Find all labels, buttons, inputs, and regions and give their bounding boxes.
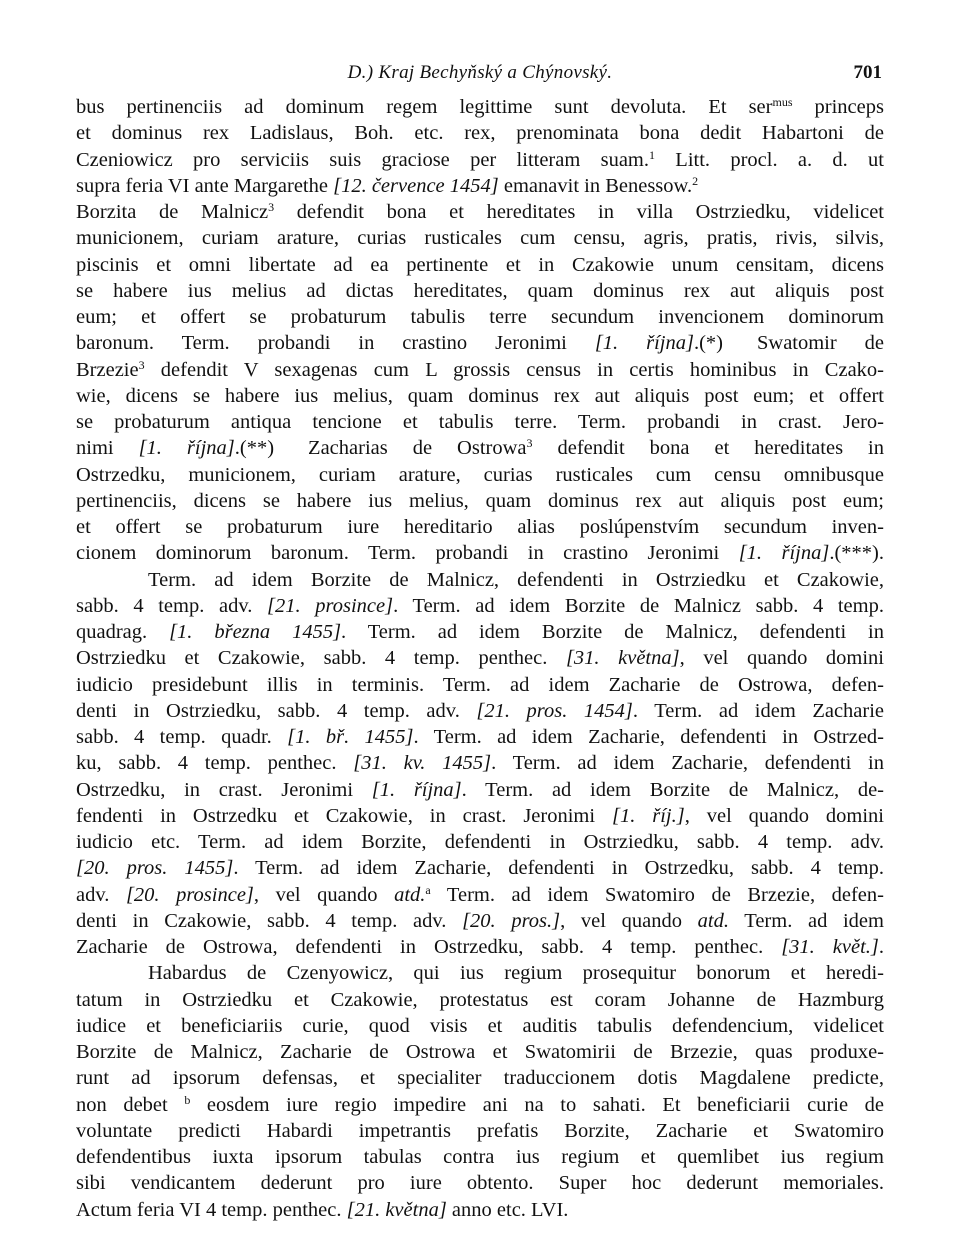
text-line: ku, sabb. 4 temp. penthec. [31. kv. 1455]. Term. ad idem Zacharie, defendenti in: [76, 752, 884, 775]
text-line: defendentibus iuxta ipsorum tabulas contra ius regium et quemlibet ius regium: [76, 1146, 884, 1168]
text-line: [20. pros. 1455]. Term. ad idem Zacharie, defendenti in Ostrzedku, sabb. 4 temp.: [76, 857, 884, 880]
text-line: Ostrzedku, municionem, curiam arature, curias rusticales cum censu omnibusque: [76, 463, 884, 486]
text-line: nimi [1. října].(**) Zacharias de Ostrowa$^3$ defendit bona et hereditates in: [76, 436, 884, 460]
running-header: [76, 60, 884, 94]
text-line: Brzezie$^3$ defendit V sexagenas cum L grossis census in certis hominibus in Czako-: [76, 357, 884, 381]
body-text: [76, 94, 884, 1223]
text-line: cionem dominorum baronum. Term. probandi in crastino Jeronimi [1. října].(***).: [76, 542, 884, 565]
document-page: [76, 60, 884, 1223]
text-line: Zacharie de Ostrowa, defendenti in Ostrzedku, sabb. 4 temp. penthec. [31. květ.].: [76, 936, 884, 958]
text-line: sabb. 4 temp. adv. [21. prosince]. Term. ad idem Borzite de Malnicz sabb. 4 temp.: [76, 594, 884, 617]
text-line: sabb. 4 temp. quadr. [1. bř. 1455]. Term. ad idem Zacharie, defendenti in Ostrzed-: [76, 726, 884, 748]
text-line: supra feria VI ante Margarethe [12. července 1454] emanavit in Benessow.$^2$: [76, 173, 699, 197]
text-line: Term. ad idem Borzite de Malnicz, defendenti in Ostrziedku et Czakowie,: [148, 568, 884, 591]
text-line: fendenti in Ostrzedku et Czakowie, in crast. Jeronimi [1. říj.], vel quando domini: [76, 804, 884, 827]
text-line: municionem, curiam arature, curias rusticales cum censu, agris, pratis, rivis, silvis,: [76, 227, 884, 250]
text-line: iudicio etc. Term. ad idem Borzite, defendenti in Ostrziedku, sabb. 4 temp. adv.: [76, 831, 884, 853]
text-line: se probaturum antiqua tencione et tabulis terre. Term. probandi in crast. Jero-: [76, 411, 884, 433]
text-line: Ostrziedku et Czakowie, sabb. 4 temp. penthec. [31. května], vel quando domini: [76, 647, 884, 670]
text-line: voluntate predicti Habardi impetrantis prefatis Borzite, Zacharie et Swatomiro: [76, 1119, 884, 1142]
page-number: 701: [853, 62, 882, 83]
text-line: quadrag. [1. března 1455]. Term. ad idem Borzite de Malnicz, defendenti in: [76, 621, 884, 643]
text-line: baronum. Term. probandi in crastino Jeronimi [1. října].(*) Swatomir de: [76, 332, 884, 355]
text-line: Ostrzedku, in crast. Jeronimi [1. října]. Term. ad idem Borzite de Malnicz, de-: [76, 778, 884, 801]
text-line: runt ad ipsorum defensas, et specialiter traduccionem dotis Magdalene predicte,: [76, 1067, 884, 1090]
text-line: Borzita de Malnicz$^3$ defendit bona et hereditates in villa Ostrziedku, videlicet: [76, 200, 884, 223]
text-line: se habere ius melius ad dictas hereditates, quam dominus rex aut aliquis post: [76, 279, 884, 302]
text-line: piscinis et omni libertate ad ea pertinente et in Czakowie unum censitam, dicens: [76, 253, 884, 276]
text-line: eum; et offert se probaturum tabulis terre secundum invencionem dominorum: [76, 306, 884, 328]
text-line: Habardus de Czenyowicz, qui ius regium prosequitur bonorum et heredi-: [148, 962, 884, 985]
text-line: et dominus rex Ladislaus, Boh. etc. rex, prenominata bona dedit Habartoni de: [76, 122, 884, 145]
text-line: iudice et beneficiariis curie, quod visis et auditis tabulis defendencium, videlicet: [76, 1014, 884, 1037]
text-line: Actum feria VI 4 temp. penthec. [21. května] anno etc. LVI.: [76, 1198, 569, 1221]
text-line: wie, dicens se habere ius melius, quam dominus rex aut aliquis post eum; et offert: [76, 384, 884, 407]
running-title: D.) Kraj Bechyňský a Chýnovský.: [347, 62, 613, 83]
text-line: iudicio presidebunt illis in terminis. Term. ad idem Zacharie de Ostrowa, defen-: [76, 673, 884, 696]
text-line: sibi vendicantem dederunt pro iure obtento. Super hoc dederunt memoriales.: [76, 1172, 884, 1195]
text-line: Borzite de Malnicz, Zacharie de Ostrowa et Swatomirii de Brzezie, quas produxe-: [76, 1041, 884, 1063]
text-line: pertinenciis, dicens se habere ius melius, quam dominus rex aut aliquis post eum;: [76, 489, 884, 512]
text-line: adv. [20. prosince], vel quando atd.$^a$ Term. ad idem Swatomiro de Brzezie, defen-: [76, 882, 884, 906]
text-line: tatum in Ostrziedku et Czakowie, protestatus est coram Johanne de Hazmburg: [76, 988, 884, 1011]
text-line: non debet $^b$ eosdem iure regio impedire ani na to sahati. Et beneficiarii curie de: [76, 1092, 884, 1116]
text-line: denti in Czakowie, sabb. 4 temp. adv. [20. pros.], vel quando atd. Term. ad idem: [76, 909, 884, 932]
text-line: et offert se probaturum iure hereditario alias poslúpenstvím secundum inven-: [76, 516, 884, 538]
text-line: bus pertinenciis ad dominum regem legittime sunt devoluta. Et ser$^{mus}$ princeps: [76, 95, 884, 118]
text-line: denti in Ostrziedku, sabb. 4 temp. adv. [21. pros. 1454]. Term. ad idem Zacharie: [76, 699, 884, 722]
text-line: Czeniowicz pro serviciis suis graciose per litteram suam.$^1$ Litt. procl. a. d. ut: [76, 147, 884, 171]
